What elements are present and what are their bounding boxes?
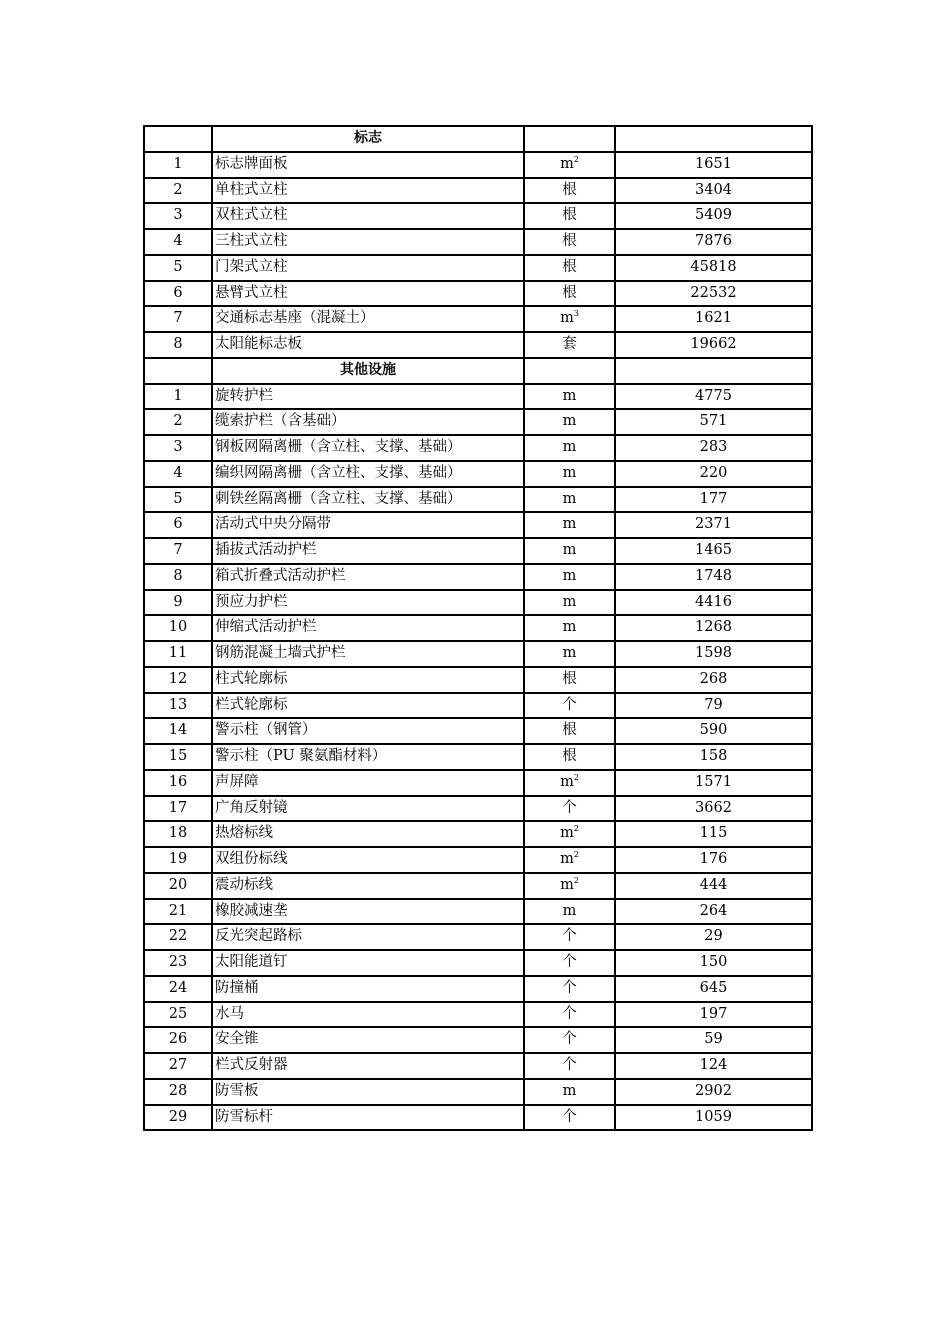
table-row: [144, 1053, 812, 1079]
item-unit: [524, 976, 615, 1002]
unit-text: 个: [562, 1057, 577, 1073]
item-name: 三柱式立柱: [212, 229, 524, 255]
unit-text: m: [562, 439, 577, 455]
item-unit: [524, 1002, 615, 1028]
unit-text: m: [560, 773, 574, 790]
item-quantity: 150: [615, 950, 812, 976]
row-number: 15: [144, 744, 212, 770]
section-no-cell: [144, 358, 212, 384]
table-row: [144, 744, 812, 770]
item-unit: [524, 255, 615, 281]
table-row: [144, 796, 812, 822]
table-row: [144, 384, 812, 410]
item-quantity: 177: [615, 487, 812, 513]
item-quantity: 4775: [615, 384, 812, 410]
table-row: [144, 152, 812, 178]
table-row: [144, 306, 812, 332]
row-number: 2: [144, 178, 212, 204]
item-quantity: 1268: [615, 615, 812, 641]
unit-text: 个: [562, 954, 577, 970]
item-quantity: 7876: [615, 229, 812, 255]
unit-text: 个: [562, 1005, 577, 1022]
unit-text: 根: [562, 233, 577, 249]
item-name: 标志牌面板: [212, 152, 524, 178]
item-name: 太阳能标志板: [212, 332, 524, 358]
row-number: 25: [144, 1002, 212, 1028]
item-quantity: 176: [615, 847, 812, 873]
item-quantity: 268: [615, 667, 812, 693]
item-quantity: 1748: [615, 564, 812, 590]
item-name: 热熔标线: [212, 821, 524, 847]
item-unit: [524, 384, 615, 410]
section-unit-cell: [524, 126, 615, 152]
row-number: 7: [144, 538, 212, 564]
item-quantity: 59: [615, 1027, 812, 1053]
unit-text: m: [562, 387, 577, 404]
table-row: [144, 409, 812, 435]
table-row: [144, 873, 812, 899]
item-name: 编织网隔离栅（含立柱、支撑、基础）: [212, 461, 524, 487]
item-quantity: 590: [615, 718, 812, 744]
item-unit: [524, 409, 615, 435]
item-unit: [524, 152, 615, 178]
item-unit: [524, 796, 615, 822]
table-row: [144, 229, 812, 255]
unit-text: 根: [562, 284, 577, 301]
item-name: 反光突起路标: [212, 924, 524, 950]
row-number: 11: [144, 641, 212, 667]
row-number: 5: [144, 255, 212, 281]
item-unit: [524, 744, 615, 770]
row-number: 10: [144, 615, 212, 641]
item-unit: [524, 590, 615, 616]
table-row: [144, 718, 812, 744]
table-row: [144, 770, 812, 796]
item-unit: [524, 693, 615, 719]
item-quantity: 1651: [615, 152, 812, 178]
unit-exponent: 2: [573, 772, 579, 782]
table-row: [144, 641, 812, 667]
item-quantity: 3662: [615, 796, 812, 822]
row-number: 6: [144, 512, 212, 538]
item-name: 箱式折叠式活动护栏: [212, 564, 524, 590]
section-title: 其他设施: [212, 358, 524, 384]
unit-text: m: [562, 567, 577, 584]
row-number: 14: [144, 718, 212, 744]
unit-text: m: [560, 876, 574, 893]
item-quantity: 4416: [615, 590, 812, 616]
item-unit: [524, 615, 615, 641]
unit-text: 个: [562, 979, 577, 996]
item-quantity: 1571: [615, 770, 812, 796]
unit-text: 根: [562, 258, 577, 275]
row-number: 5: [144, 487, 212, 513]
table-row: [144, 976, 812, 1002]
item-name: 钢板网隔离栅（含立柱、支撑、基础）: [212, 435, 524, 461]
table-row: [144, 255, 812, 281]
item-unit: [524, 1079, 615, 1105]
item-unit: [524, 1053, 615, 1079]
row-number: 6: [144, 281, 212, 307]
section-unit-cell: [524, 358, 615, 384]
item-quantity: 444: [615, 873, 812, 899]
unit-text: m: [560, 851, 574, 867]
item-quantity: 124: [615, 1053, 812, 1079]
item-unit: [524, 203, 615, 229]
item-quantity: 197: [615, 1002, 812, 1028]
item-unit: [524, 873, 615, 899]
unit-text: m: [560, 310, 574, 327]
item-name: 缆索护栏（含基础）: [212, 409, 524, 435]
item-unit: [524, 1027, 615, 1053]
row-number: 28: [144, 1079, 212, 1105]
item-unit: [524, 178, 615, 204]
row-number: 23: [144, 950, 212, 976]
item-unit: [524, 564, 615, 590]
row-number: 4: [144, 461, 212, 487]
unit-text: m: [562, 619, 577, 636]
table-row: [144, 590, 812, 616]
unit-text: m: [562, 1082, 577, 1099]
facility-table: [143, 125, 813, 1131]
unit-text: m: [562, 464, 577, 481]
item-unit: [524, 770, 615, 796]
table-row: [144, 564, 812, 590]
table-row: [144, 512, 812, 538]
item-unit: [524, 924, 615, 950]
item-name: 柱式轮廓标: [212, 667, 524, 693]
table-row: [144, 924, 812, 950]
row-number: 29: [144, 1105, 212, 1131]
item-quantity: 19662: [615, 332, 812, 358]
row-number: 3: [144, 203, 212, 229]
item-name: 刺铁丝隔离栅（含立柱、支撑、基础）: [212, 487, 524, 513]
item-name: 震动标线: [212, 873, 524, 899]
unit-text: 根: [562, 722, 577, 739]
item-unit: [524, 306, 615, 332]
item-quantity: 2371: [615, 512, 812, 538]
item-name: 交通标志基座（混凝土）: [212, 306, 524, 332]
item-quantity: 571: [615, 409, 812, 435]
section-no-cell: [144, 126, 212, 152]
table-row: [144, 667, 812, 693]
item-name: 门架式立柱: [212, 255, 524, 281]
item-quantity: 645: [615, 976, 812, 1002]
unit-text: 根: [562, 748, 577, 764]
unit-text: m: [562, 542, 577, 558]
unit-text: 根: [562, 181, 577, 198]
table-row: [144, 1105, 812, 1131]
section-qty-cell: [615, 358, 812, 384]
item-name: 双柱式立柱: [212, 203, 524, 229]
item-unit: [524, 899, 615, 925]
item-unit: [524, 821, 615, 847]
price-table-sheet: [143, 125, 813, 1131]
section-header-row: [144, 358, 812, 384]
unit-exponent: 2: [573, 824, 579, 834]
row-number: 17: [144, 796, 212, 822]
section-title: 标志: [212, 126, 524, 152]
table-row: [144, 821, 812, 847]
unit-text: 根: [562, 670, 577, 687]
item-quantity: 45818: [615, 255, 812, 281]
unit-text: m: [560, 825, 574, 842]
item-quantity: 29: [615, 924, 812, 950]
table-row: [144, 281, 812, 307]
row-number: 3: [144, 435, 212, 461]
row-number: 13: [144, 693, 212, 719]
item-quantity: 1059: [615, 1105, 812, 1131]
table-row: [144, 332, 812, 358]
item-name: 单柱式立柱: [212, 178, 524, 204]
item-name: 悬臂式立柱: [212, 281, 524, 307]
unit-text: 个: [562, 1108, 577, 1125]
row-number: 9: [144, 590, 212, 616]
item-quantity: 1465: [615, 538, 812, 564]
table-row: [144, 847, 812, 873]
item-name: 橡胶减速垄: [212, 899, 524, 925]
unit-text: 套: [562, 336, 577, 352]
row-number: 24: [144, 976, 212, 1002]
row-number: 27: [144, 1053, 212, 1079]
row-number: 20: [144, 873, 212, 899]
item-unit: [524, 435, 615, 461]
row-number: 22: [144, 924, 212, 950]
item-quantity: 283: [615, 435, 812, 461]
unit-text: 个: [562, 696, 577, 713]
unit-exponent: 3: [573, 309, 579, 319]
table-row: [144, 615, 812, 641]
item-name: 太阳能道钉: [212, 950, 524, 976]
item-unit: [524, 461, 615, 487]
section-header-row: [144, 126, 812, 152]
table-row: [144, 950, 812, 976]
table-row: [144, 899, 812, 925]
unit-text: m: [562, 593, 577, 610]
table-row: [144, 1002, 812, 1028]
table-row: [144, 203, 812, 229]
item-quantity: 115: [615, 821, 812, 847]
table-row: [144, 693, 812, 719]
item-name: 钢筋混凝土墙式护栏: [212, 641, 524, 667]
table-row: [144, 435, 812, 461]
row-number: 12: [144, 667, 212, 693]
item-unit: [524, 1105, 615, 1131]
unit-text: 根: [562, 207, 577, 224]
item-quantity: 220: [615, 461, 812, 487]
table-row: [144, 461, 812, 487]
item-quantity: 1621: [615, 306, 812, 332]
unit-text: 个: [562, 928, 577, 945]
item-name: 栏式轮廓标: [212, 693, 524, 719]
row-number: 19: [144, 847, 212, 873]
item-name: 双组份标线: [212, 847, 524, 873]
unit-text: 个: [562, 1031, 577, 1048]
row-number: 7: [144, 306, 212, 332]
table-row: [144, 178, 812, 204]
row-number: 8: [144, 332, 212, 358]
item-unit: [524, 229, 615, 255]
item-quantity: 1598: [615, 641, 812, 667]
item-unit: [524, 487, 615, 513]
item-name: 广角反射镜: [212, 796, 524, 822]
facility-table-body: [144, 126, 812, 1130]
item-unit: [524, 538, 615, 564]
row-number: 16: [144, 770, 212, 796]
item-quantity: 3404: [615, 178, 812, 204]
row-number: 21: [144, 899, 212, 925]
unit-text: m: [562, 490, 577, 507]
item-unit: [524, 667, 615, 693]
item-quantity: 2902: [615, 1079, 812, 1105]
unit-text: m: [560, 155, 574, 172]
item-unit: [524, 950, 615, 976]
row-number: 18: [144, 821, 212, 847]
item-quantity: 22532: [615, 281, 812, 307]
item-name: 防撞桶: [212, 976, 524, 1002]
item-unit: [524, 281, 615, 307]
item-name: 伸缩式活动护栏: [212, 615, 524, 641]
unit-text: m: [562, 902, 577, 919]
item-name: 警示柱（PU 聚氨酯材料）: [212, 744, 524, 770]
unit-text: m: [562, 516, 577, 533]
item-name: 预应力护栏: [212, 590, 524, 616]
unit-exponent: 2: [573, 875, 579, 885]
item-name: 安全锥: [212, 1027, 524, 1053]
row-number: 8: [144, 564, 212, 590]
table-row: [144, 538, 812, 564]
unit-text: m: [562, 645, 577, 661]
table-row: [144, 1027, 812, 1053]
row-number: 26: [144, 1027, 212, 1053]
unit-text: m: [562, 413, 577, 430]
unit-exponent: 2: [573, 850, 579, 860]
section-qty-cell: [615, 126, 812, 152]
item-unit: [524, 332, 615, 358]
item-unit: [524, 641, 615, 667]
item-quantity: 5409: [615, 203, 812, 229]
row-number: 4: [144, 229, 212, 255]
row-number: 2: [144, 409, 212, 435]
item-unit: [524, 847, 615, 873]
item-name: 栏式反射器: [212, 1053, 524, 1079]
item-name: 活动式中央分隔带: [212, 512, 524, 538]
item-name: 插拔式活动护栏: [212, 538, 524, 564]
item-quantity: 158: [615, 744, 812, 770]
item-name: 防雪标杆: [212, 1105, 524, 1131]
item-unit: [524, 512, 615, 538]
unit-text: 个: [562, 799, 577, 816]
item-name: 防雪板: [212, 1079, 524, 1105]
item-name: 水马: [212, 1002, 524, 1028]
item-name: 警示柱（钢管）: [212, 718, 524, 744]
item-name: 声屏障: [212, 770, 524, 796]
item-quantity: 79: [615, 693, 812, 719]
item-name: 旋转护栏: [212, 384, 524, 410]
row-number: 1: [144, 384, 212, 410]
item-unit: [524, 718, 615, 744]
table-row: [144, 487, 812, 513]
table-row: [144, 1079, 812, 1105]
unit-exponent: 2: [573, 154, 579, 164]
row-number: 1: [144, 152, 212, 178]
item-quantity: 264: [615, 899, 812, 925]
